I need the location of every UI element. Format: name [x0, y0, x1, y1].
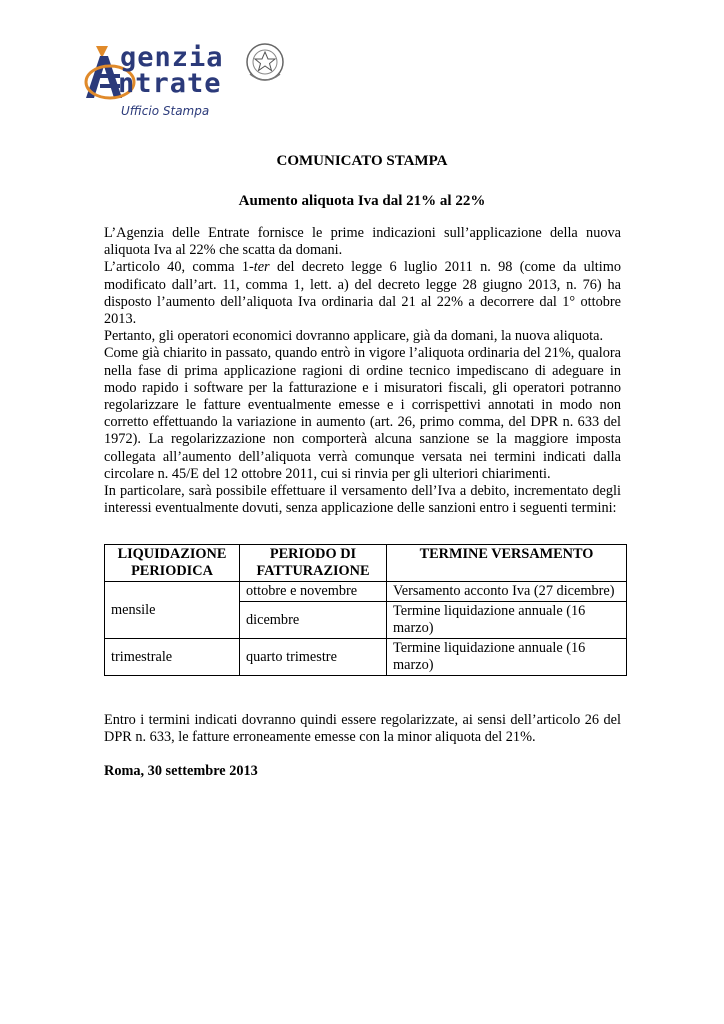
cell-term: Termine liquidazione annuale (16 marzo) [387, 639, 627, 676]
table-row [105, 639, 627, 676]
page-subtitle: Aumento aliquota Iva dal 21% al 22% [238, 193, 486, 209]
table-header-row [105, 545, 627, 582]
header-termine: TERMINE VERSAMENTO [387, 545, 627, 582]
cell-period: dicembre [240, 602, 387, 639]
office-label: Ufficio Stampa [121, 104, 210, 118]
logo-text-entrate: ntrate [118, 68, 222, 99]
header-liquidazione: LIQUIDAZIONE PERIODICA [105, 545, 240, 582]
cell-mensile: mensile [105, 582, 240, 639]
cell-trimestrale: trimestrale [105, 639, 240, 676]
document-date: Roma, 30 settembre 2013 [104, 763, 258, 779]
paragraph-intro: L’Agenzia delle Entrate fornisce le prime indicazioni sull’applicazione della nuova aliquota Iva al 22% che scatta da domani. [104, 225, 621, 259]
page-title: COMUNICATO STAMPA [276, 153, 448, 169]
cell-term: Termine liquidazione annuale (16 marzo) [387, 602, 627, 639]
payment-terms-table [104, 544, 627, 676]
closing-paragraph: Entro i termini indicati dovranno quindi essere regolarizzate, ai sensi dell’articolo 26 del DPR n. 633, le fatture erroneamente emesse con la minor aliquota del 21%. [104, 712, 621, 746]
cell-period: quarto trimestre [240, 639, 387, 676]
paragraph-regularization: Come già chiarito in passato, quando entrò in vigore l’aliquota ordinaria del 21%, qualora nella fase di prima applicazione ragioni di ordine tecnico impediscano di adeguare in modo rapido i software per la fatturazione e i misuratori fiscali, gli operatori potranno regolarizzare le fatture eventualmente emesse e i corrispettivi annotati in modo non corretto effettuando la variazione in aumento (art. 26, primo comma, del DPR n. 633 del 1972). La regolarizzazione non comporterà alcuna sanzione se la maggiore imposta collegata all’aumento dell’aliquota verrà comunque versata nei termini indicati dalla circolare n. 45/E del 12 ottobre 2011, cui si rinvia per gli ulteriori chiarimenti. [104, 345, 621, 482]
paragraph-law: L’articolo 40, comma 1-ter del decreto legge 6 luglio 2011 n. 98 (come da ultimo modificato dall’art. 11, comma 1, lett. a) del decreto legge 28 giugno 2013, n. 76) ha disposto l’aumento dell’aliquota Iva ordinaria dal 21 al 22% a decorrere dal 1° ottobre 2013. [104, 259, 621, 328]
logo-text-agenzia: genzia [120, 42, 224, 73]
body-text [104, 225, 621, 517]
republic-emblem-icon [244, 40, 286, 88]
table-row [105, 582, 627, 602]
header-periodo: PERIODO DI FATTURAZIONE [240, 545, 387, 582]
cell-term: Versamento acconto Iva (27 dicembre) [387, 582, 627, 602]
cell-period: ottobre e novembre [240, 582, 387, 602]
paragraph-operators: Pertanto, gli operatori economici dovranno applicare, già da domani, la nuova aliquota. [104, 328, 604, 345]
paragraph-payment: In particolare, sarà possibile effettuare il versamento dell’Iva a debito, incrementato degli interessi eventualmente dovuti, senza applicazione delle sanzioni entro i seguenti termini: [104, 483, 621, 517]
